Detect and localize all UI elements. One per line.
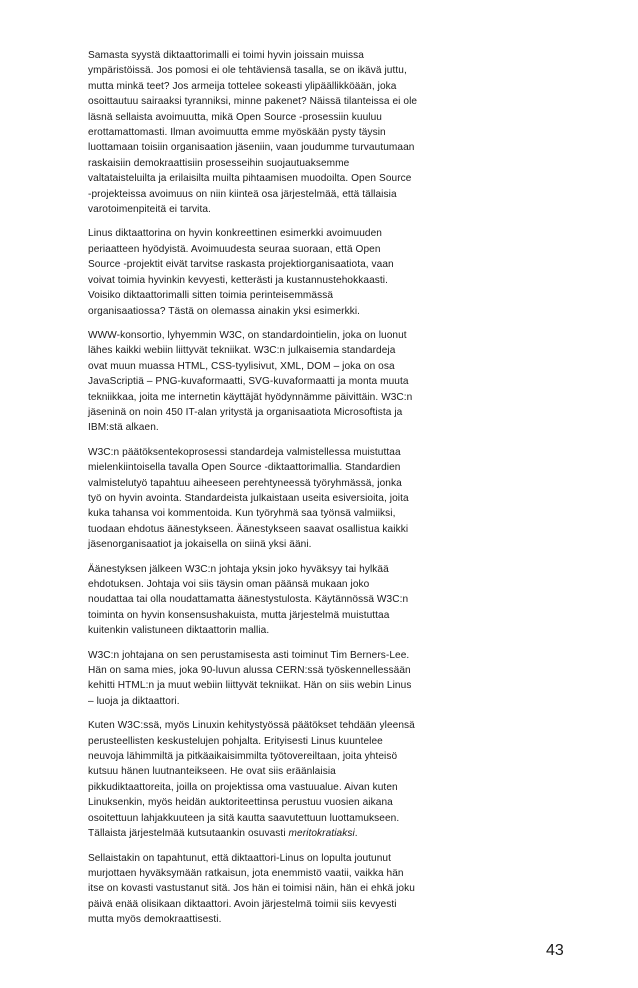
paragraph-1: Samasta syystä diktaattorimalli ei toimi hyvin joissain muissa ympäristöissä. Jos pomosi ei ole tehtäviensä tasalla, se on ikävä juttu, mutta minkä teet? Jos armeija tottelee sokeasti ylipäällikköään, joka osoittautuu sairaaksi tyranniksi, minne pakenet? Näissä tilanteissa ei ole läsnä sellaista avoimuutta, mikä Open Source -prosessiin kuuluu erottamattomasti. Ilman avoimuutta emme myöskään pysty täysin luottamaan toisiin organisaation jäseniin, vaan joudumme turvautumaan raskaisiin demokraattisiin prosesseihin suojautuaksemme valtataisteluilta ja erilaisilta muilta pihtaamisen muodoilta. Open Source -projekteissa avoimuus on niin kiinteä osa järjestelmää, että tällaisia varotoimenpiteitä ei tarvita. bbox=[88, 50, 418, 216]
paragraph-7-end: . bbox=[354, 828, 358, 840]
paragraph-3: WWW-konsortio, lyhyemmin W3C, on standardointielin, joka on luonut lähes kaikki webiin liittyvät tekniikat. W3C:n julkaisemia standardeja ovat muun muassa HTML, CSS-tyylisivut, XML, DOM – joka on osa JavaScriptiä – PNG-kuvaformaatti, SVG-kuvaformaatti ja monta muuta tekniikkaa, joita me internetin käyttäjät hyödynnämme päivittäin. W3C:n jäseninä on noin 450 IT-alan yritystä ja organisaatiota Microsoftista ja IBM:stä alkaen. bbox=[88, 329, 413, 434]
paragraph-6: W3C:n johtajana on sen perustamisesta asti toiminut Tim Berners-Lee. Hän on sama mies, joka 90-luvun alussa CERN:ssä työskennellessään kehitti HTML:n ja muut webiin liittyvät tekniikat. Hän on siis webin Linus – luoja ja diktaattori. bbox=[88, 649, 412, 707]
page-body-text bbox=[88, 48, 538, 937]
page-number: 43 bbox=[546, 942, 564, 959]
paragraph-8: Sellaistakin on tapahtunut, että diktaattori-Linus on lopulta joutunut murjottaen hyväksymään ratkaisun, jota enemmistö vaatii, vaikka hän itse on kovasti vastustanut sitä. Jos hän ei toimisi näin, hän ei ehkä joku päivä enää olisikaan diktaattori. Avoin järjestelmä toimii siis kevyesti mutta myös demokraattisesti. bbox=[88, 852, 415, 926]
paragraph-7-text: Kuten W3C:ssä, myös Linuxin kehitystyössä päätökset tehdään yleensä perusteellisten keskustelujen pohjalta. Erityisesti Linus kuuntelee neuvoja lähimmiltä ja pitkäaikaisimmilta työtovereiltaan, joita yhteisö kutsuu hänen luutnanteikseen. He ovat siis eräänlaisia pikkudiktaattoreita, joilla on projektissa oma vastuualue. Aivan kuten Linuksenkin, myös heidän auktoriteettinsa perustuu vuosien aikana osoitettuun lahjakkuuteen ja sitä kautta saavutettuun luottamukseen. Tällaista järjestelmää kutsutaankin osuvasti bbox=[88, 720, 415, 840]
meritokratia-emphasis: meritokratiaksi bbox=[288, 828, 355, 840]
paragraph-7 bbox=[88, 718, 538, 841]
paragraph-4: W3C:n päätöksentekoprosessi standardeja valmistellessa muistuttaa mielenkiintoisella tavalla Open Source -diktaattorimallia. Standardien valmistelutyö tapahtuu aiheeseen perehtyneessä työryhmässä, jonka työ on hyvin avointa. Standardeista julkaistaan useita esiversioita, joita kuka tahansa voi kommentoida. Kun työryhmä saa työnsä valmiiksi, tuodaan ehdotus äänestykseen. Äänestykseen saavat osallistua kaikki jäsenorganisaatiot ja jokaisella on siinä yksi ääni. bbox=[88, 446, 409, 551]
paragraph-2: Linus diktaattorina on hyvin konkreettinen esimerkki avoimuuden periaatteen hyödyistä. Avoimuudesta seuraa suoraan, että Open Source -projektit eivät tarvitse raskasta projektiorganisaatiota, vaan voivat toimia hyvinkin kevyesti, ketterästi ja kustannustehokkaasti. Voisiko diktaattorimalli sitten toimia perinteisemmässä organisaatiossa? Tästä on olemassa ainakin yksi esimerkki. bbox=[88, 228, 394, 317]
paragraph-5: Äänestyksen jälkeen W3C:n johtaja yksin joko hyväksyy tai hylkää ehdotuksen. Johtaja voi siis täysin oman päänsä mukaan joko noudattaa tai olla noudattamatta äänestystulosta. Käytännössä W3C:n toiminta on hyvin konsensushakuista, mutta järjestelmä muistuttaa kuitenkin valistuneen diktaattorin mallia. bbox=[88, 563, 409, 637]
